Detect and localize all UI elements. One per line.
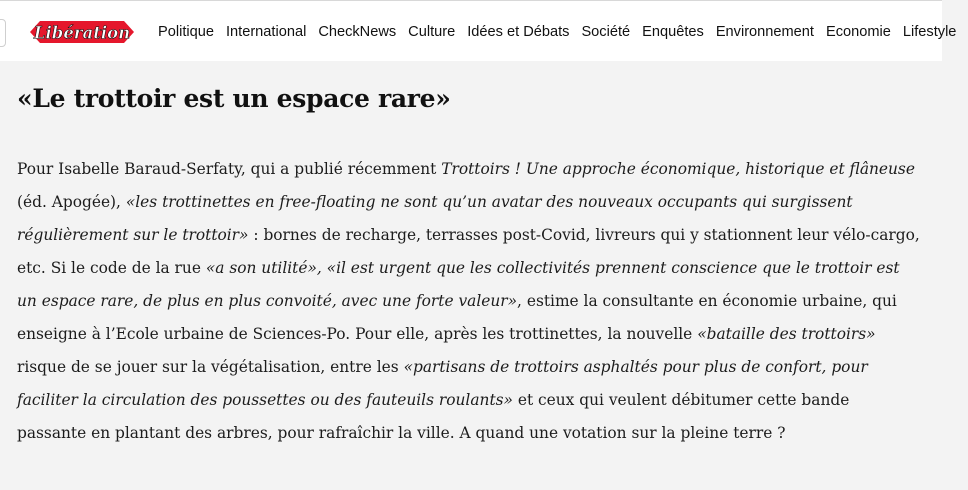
nav-item-societe[interactable]: Société bbox=[581, 24, 631, 40]
article-paragraph bbox=[17, 153, 922, 450]
paragraph-quote: «partisans de trottoirs asphaltés pour plus de confort, pour faciliter la circulation des poussettes ou des fauteuils roulants» bbox=[17, 358, 868, 409]
nav-item-enquetes[interactable]: Enquêtes bbox=[642, 24, 704, 40]
nav-item-economie[interactable]: Economie bbox=[825, 24, 891, 40]
paragraph-text: risque de se jouer sur la végétalisation, entre les bbox=[17, 358, 404, 376]
article-subheading: «Le trottoir est un espace rare» bbox=[17, 84, 451, 113]
paragraph-quote: «bataille des trottoirs» bbox=[697, 325, 876, 343]
paragraph-text: Pour Isabelle Baraud-Serfaty, qui a publié récemment bbox=[17, 160, 442, 178]
paragraph-quote: Trottoirs ! Une approche économique, historique et flâneuse bbox=[441, 160, 915, 178]
nav-item-environnement[interactable]: Environnement bbox=[715, 24, 814, 40]
paragraph-text: et ceux qui veulent débitumer cette bande passante en plantant des arbres, pour rafraîchir la ville. A quand une votation sur la pleine terre ? bbox=[17, 391, 850, 442]
logo-text: Libération bbox=[33, 23, 131, 43]
nav-item-lifestyle[interactable]: Lifestyle bbox=[902, 24, 957, 40]
main-menu bbox=[158, 24, 968, 40]
nav-item-culture[interactable]: Culture bbox=[408, 24, 456, 40]
paragraph-quote: «a son utilité», «il est urgent que les collectivités prennent conscience que le trottoir est un espace rare, de plus en plus convoité, avec une forte valeur» bbox=[17, 259, 900, 310]
nav-item-idees-et-debats[interactable]: Idées et Débats bbox=[467, 24, 570, 40]
paragraph-quote: «les trottinettes en free-floating ne sont qu’un avatar des nouveaux occupants qui surgissent régulièrement sur le trottoir» bbox=[17, 193, 853, 244]
nav-edge-control[interactable] bbox=[0, 19, 6, 47]
paragraph-text: : bornes de recharge, terrasses post-Covid, livreurs qui y stationnent leur vélo-cargo, etc. Si le code de la rue bbox=[17, 226, 920, 277]
nav-item-politique[interactable]: Politique bbox=[158, 24, 214, 40]
liberation-logo[interactable] bbox=[30, 15, 134, 49]
nav-item-international[interactable]: International bbox=[225, 24, 307, 40]
top-navigation-bar bbox=[0, 0, 957, 61]
article-section bbox=[17, 84, 920, 450]
paragraph-text: (éd. Apogée), bbox=[17, 193, 126, 211]
nav-item-checknews[interactable]: CheckNews bbox=[318, 24, 397, 40]
paragraph-text: , estime la consultante en économie urbaine, qui enseigne à l’Ecole urbaine de Sciences-Po. Pour elle, après les trottinettes, la nouvelle bbox=[17, 292, 897, 343]
